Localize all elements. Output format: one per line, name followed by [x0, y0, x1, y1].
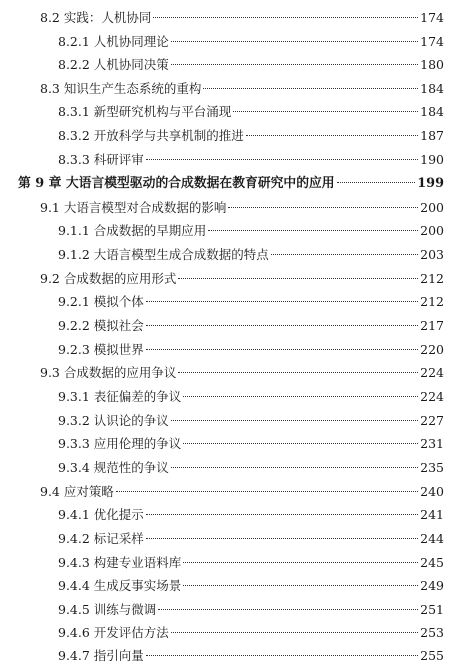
- toc-entry[interactable]: [0, 621, 454, 645]
- toc-entry[interactable]: [0, 290, 454, 314]
- toc-entry-title: 9.4 应对策略: [40, 484, 114, 499]
- toc-entry-page: 227: [420, 413, 444, 428]
- toc-entry-title: 9.3.3 应用伦理的争议: [58, 436, 182, 451]
- dot-leader: [171, 467, 418, 468]
- toc-entry-title: 9.4.4 生成反事实场景: [58, 578, 182, 593]
- toc-entry-page: 224: [420, 365, 444, 380]
- dot-leader: [146, 159, 418, 160]
- toc-entry-title: 9.4.6 开发评估方法: [58, 625, 169, 640]
- toc-entry-page: 244: [420, 531, 444, 546]
- dot-leader: [146, 325, 418, 326]
- toc-entry-title: 8.3 知识生产生态系统的重构: [40, 81, 202, 96]
- toc-entry-title: 8.3.3 科研评审: [58, 152, 144, 167]
- dot-leader: [337, 182, 416, 183]
- toc-entry-title: 9.4.1 优化提示: [58, 507, 144, 522]
- toc-entry-page: 200: [420, 223, 444, 238]
- dot-leader: [233, 111, 418, 112]
- toc-entry[interactable]: [0, 314, 454, 338]
- toc-entry-title: 8.2 实践：人机协同: [40, 10, 152, 25]
- toc-entry[interactable]: [0, 551, 454, 575]
- toc-entry-page: 190: [420, 152, 444, 167]
- toc-entry-page: 231: [420, 436, 444, 451]
- toc-entry[interactable]: [0, 527, 454, 551]
- toc-entry[interactable]: [0, 644, 454, 668]
- toc-entry-page: 251: [420, 602, 444, 617]
- dot-leader: [183, 562, 418, 563]
- dot-leader: [171, 420, 418, 421]
- toc-entry[interactable]: [0, 77, 454, 101]
- toc-entry[interactable]: [0, 456, 454, 480]
- toc-entry[interactable]: [0, 219, 454, 243]
- toc-entry[interactable]: [0, 243, 454, 267]
- toc-entry-title: 9.1 大语言模型对合成数据的影响: [40, 200, 227, 215]
- toc-entry-title: 9.4.5 训练与微调: [58, 602, 157, 617]
- toc-entry[interactable]: [0, 338, 454, 362]
- toc-entry-title: 8.3.2 开放科学与共享机制的推进: [58, 128, 244, 143]
- toc-entry-page: 184: [420, 104, 444, 119]
- toc-entry[interactable]: [0, 409, 454, 433]
- dot-leader: [271, 254, 418, 255]
- toc-entry[interactable]: [0, 100, 454, 124]
- toc-entry-title: 9.3.1 表征偏差的争议: [58, 389, 182, 404]
- toc-entry[interactable]: [0, 196, 454, 220]
- dot-leader: [178, 372, 418, 373]
- toc-entry-title: 9.2.1 模拟个体: [58, 294, 144, 309]
- toc-entry-page: 253: [420, 625, 444, 640]
- dot-leader: [246, 135, 418, 136]
- toc-entry-title: 9.4.3 构建专业语料库: [58, 555, 182, 570]
- toc-entry-page: 240: [420, 484, 444, 499]
- toc-chapter-entry[interactable]: [0, 172, 454, 196]
- toc-entry-page: 241: [420, 507, 444, 522]
- toc-entry[interactable]: [0, 6, 454, 30]
- toc-entry-page: 184: [420, 81, 444, 96]
- toc-entry-title: 9.1.1 合成数据的早期应用: [58, 223, 207, 238]
- dot-leader: [228, 207, 418, 208]
- toc-entry[interactable]: [0, 53, 454, 77]
- toc-entry[interactable]: [0, 385, 454, 409]
- toc-entry-title: 9.3 合成数据的应用争议: [40, 365, 177, 380]
- toc-entry-title: 9.2.2 模拟社会: [58, 318, 144, 333]
- toc-entry-page: 245: [420, 555, 444, 570]
- toc-entry-page: 249: [420, 578, 444, 593]
- dot-leader: [183, 585, 418, 586]
- dot-leader: [116, 491, 418, 492]
- toc-entry-page: 220: [420, 342, 444, 357]
- dot-leader: [153, 17, 418, 18]
- toc-entry-page: 212: [420, 271, 444, 286]
- toc-entry[interactable]: [0, 361, 454, 385]
- dot-leader: [183, 396, 418, 397]
- toc-entry[interactable]: [0, 598, 454, 622]
- dot-leader: [203, 88, 418, 89]
- toc-entry-page: 224: [420, 389, 444, 404]
- toc-chapter-title: 第 9 章 大语言模型驱动的合成数据在教育研究中的应用: [18, 176, 335, 191]
- toc-entry[interactable]: [0, 503, 454, 527]
- toc-entry[interactable]: [0, 480, 454, 504]
- toc-entry-title: 9.2.3 模拟世界: [58, 342, 144, 357]
- toc-entry-page: 255: [420, 648, 444, 663]
- toc-entry-page: 200: [420, 200, 444, 215]
- toc-entry[interactable]: [0, 574, 454, 598]
- toc-entry-page: 174: [420, 10, 444, 25]
- toc-entry[interactable]: [0, 124, 454, 148]
- toc-entry-page: 235: [420, 460, 444, 475]
- toc-entry-title: 9.4.7 指引向量: [58, 648, 144, 663]
- toc-entry-page: 217: [420, 318, 444, 333]
- toc-entry-title: 8.2.2 人机协同决策: [58, 57, 169, 72]
- toc-entry-title: 9.1.2 大语言模型生成合成数据的特点: [58, 247, 269, 262]
- dot-leader: [178, 278, 418, 279]
- toc-entry-title: 9.3.4 规范性的争议: [58, 460, 169, 475]
- toc-entry-page: 203: [420, 247, 444, 262]
- toc-entry-title: 8.3.1 新型研究机构与平台涌现: [58, 104, 232, 119]
- toc-entry-title: 8.2.1 人机协同理论: [58, 34, 169, 49]
- toc-entry-page: 187: [420, 128, 444, 143]
- toc-entry-page: 180: [420, 57, 444, 72]
- toc-entry-title: 9.2 合成数据的应用形式: [40, 271, 177, 286]
- toc-entry-page: 174: [420, 34, 444, 49]
- dot-leader: [171, 632, 418, 633]
- dot-leader: [146, 514, 418, 515]
- dot-leader: [171, 64, 418, 65]
- toc-entry[interactable]: [0, 267, 454, 291]
- dot-leader: [146, 538, 418, 539]
- dot-leader: [208, 230, 418, 231]
- toc-entry-title: 9.3.2 认识论的争议: [58, 413, 169, 428]
- toc-entry[interactable]: [0, 432, 454, 456]
- toc-entry[interactable]: [0, 30, 454, 54]
- toc-entry-title: 9.4.2 标记采样: [58, 531, 144, 546]
- dot-leader: [183, 443, 418, 444]
- dot-leader: [171, 41, 418, 42]
- dot-leader: [158, 609, 418, 610]
- dot-leader: [146, 349, 418, 350]
- toc-entry-page: 212: [420, 294, 444, 309]
- toc-entry[interactable]: [0, 148, 454, 172]
- toc-entry-page: 199: [417, 176, 444, 191]
- dot-leader: [146, 301, 418, 302]
- dot-leader: [146, 655, 418, 656]
